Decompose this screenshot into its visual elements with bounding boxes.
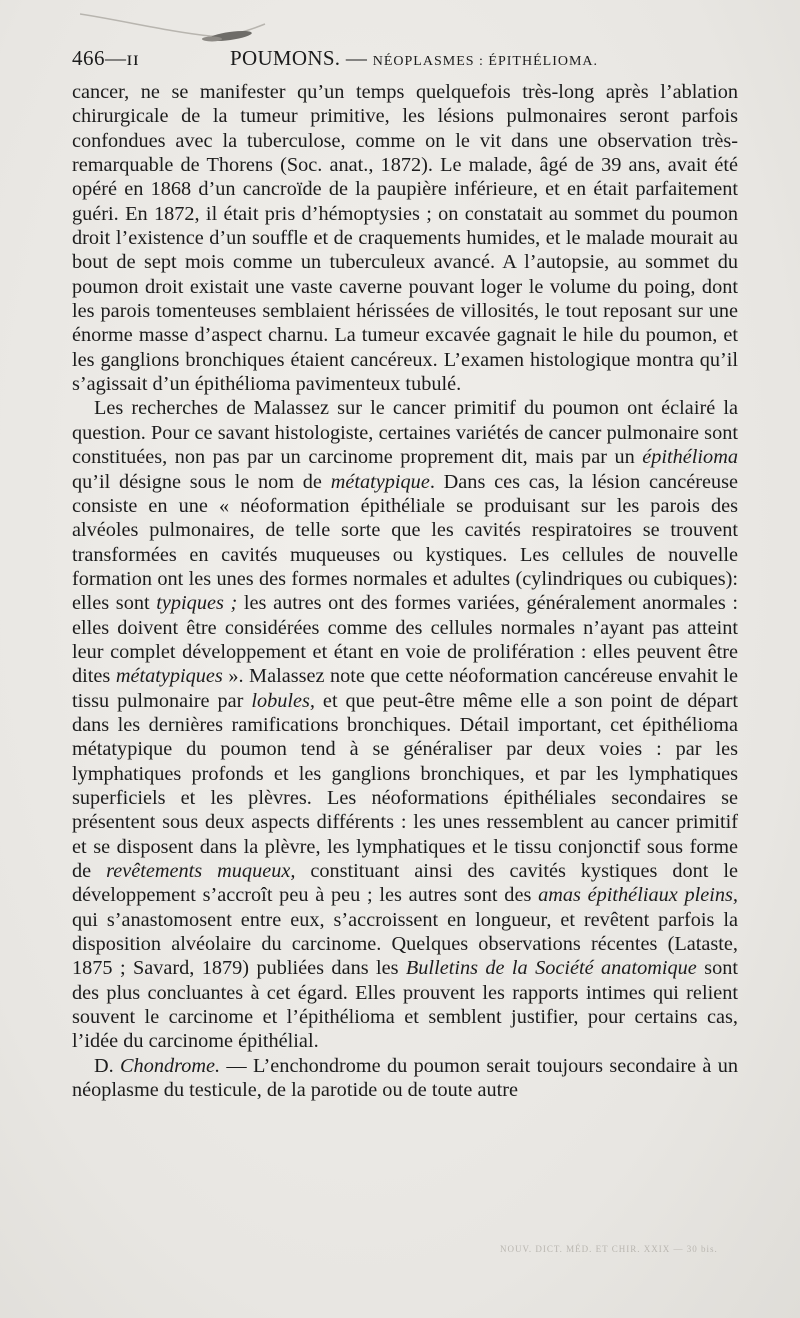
text-run: sont des plus concluantes à cet égard. Elles prouvent les rapports intimes qui relient souvent le carcinome et l’épithélioma et semblent justifier, pour certains cas, l’idée du carcinome épithélial. [72, 957, 738, 1053]
italic-term: lobules, [251, 689, 315, 712]
text-run: qu’il désigne sous le nom de [72, 470, 331, 493]
text-run: . Dans ces cas, la lésion cancéreuse consiste en une « néoformation épithéliale se produisant sur les parois des alvéoles pulmonaires, de telle sorte que les cavités respiratoires se trouvent transformées en cavités muqueuses ou kystiques. Les cellules de nouvelle formation ont les unes des formes normales et adultes (cylindriques ou cubiques): elles sont [72, 470, 738, 615]
italic-term: épithélioma [642, 446, 738, 469]
running-title-main: POUMONS. [230, 46, 341, 70]
running-title-separator: — [340, 46, 373, 70]
italic-term: typiques ; [156, 592, 238, 615]
section-label: D. [94, 1054, 121, 1077]
page-number: 466—ɪɪ [72, 46, 140, 70]
ink-smudge-mark [80, 6, 270, 46]
text-run: ». Malassez note que cette néoformation cancéreuse envahit le tissu pulmonaire par [72, 665, 739, 712]
text-run: les autres ont des formes variées, généralement anormales : elles doivent être considérées comme des cellules normales n’ayant pas atteint leur complet développement et étant en voie de prolifération : elles peuvent être dites [72, 592, 738, 688]
running-title-section: NÉOPLASMES : ÉPITHÉLIOMA. [372, 54, 599, 69]
body-text [72, 80, 738, 1102]
text-run: qui s’anastomosent entre eux, s’accroissent en longueur, et revêtent parfois la disposition alvéolaire du carcinome. Quelques observations récentes (Lataste, 1875 ; Savard, 1879) publiées dans les [72, 908, 738, 980]
italic-term: métatypique [330, 470, 430, 493]
running-header [72, 44, 738, 78]
running-title [230, 46, 598, 71]
italic-term: métatypiques [115, 665, 223, 688]
italic-term: amas épithéliaux pleins, [538, 884, 738, 907]
text-run: — L’enchondrome du poumon serait toujours secondaire à un néoplasme du testicule, de la parotide ou de toute autre [72, 1054, 738, 1102]
section-title: Chondrome. [120, 1054, 221, 1077]
paragraph-1: cancer, ne se manifester qu’un temps quelquefois très-long après l’ablation chirurgicale de la tumeur primitive, les lésions pulmonaires seront parfois confondues avec la tuberculose, comme on le vit dans une observation très-remarquable de Thorens (Soc. anat., 1872). Le malade, âgé de 39 ans, avait été opéré en 1868 d’un cancroïde de la paupière inférieure, et en était parfaitement guéri. En 1872, il était pris d’hémoptysies ; on constatait au sommet du poumon droit l’existence d’un souffle et de craquements humides, et le malade mourait au bout de sept mois comme un tuberculeux avancé. A l’autopsie, au sommet du poumon droit existait une vaste caverne pouvant loger le volume du poing, dont les parois tomenteuses semblaient hérissées de villosités, le tout reposant sur une énorme masse d’aspect charnu. La tumeur excavée gagnait le hile du poumon, et les ganglions bronchiques étaient cancéreux. L’examen histologique montra qu’il s’agissait d’un épithélioma pavimenteux tubulé. [72, 81, 738, 396]
paragraph-2 [72, 396, 738, 1053]
text-run: Les recherches de Malassez sur le cancer primitif du poumon ont éclairé la question. Pour ce savant histologiste, certaines variétés de cancer pulmonaire sont constituées, non pas par un carcinome proprement dit, mais par un [72, 397, 738, 469]
text-run: constituant ainsi des cavités kystiques dont le développement s’accroît peu à peu ; les autres sont des [72, 860, 738, 907]
signature-line: NOUV. DICT. MÉD. ET CHIR. XXIX — 30 bis. [500, 1244, 718, 1254]
italic-term: Bulletins de la Société anatomique [405, 957, 697, 980]
text-run: et que peut-être même elle a son point de départ dans les dernières ramifications bronchiques. Détail important, cet épithélioma métatypique du poumon tend à se généraliser par deux voies : par les lymphatiques profonds et les ganglions bronchiques, et par les lymphatiques superficiels et les plèvres. Les néoformations épithéliales secondaires se présentent sous deux aspects différents : les unes ressemblent au cancer primitif et se disposent dans la plèvre, les lymphatiques et le tissu conjonctif sous forme de [72, 689, 739, 882]
paragraph-3-chondrome [72, 1054, 738, 1103]
italic-term: revêtements muqueux, [106, 860, 296, 882]
